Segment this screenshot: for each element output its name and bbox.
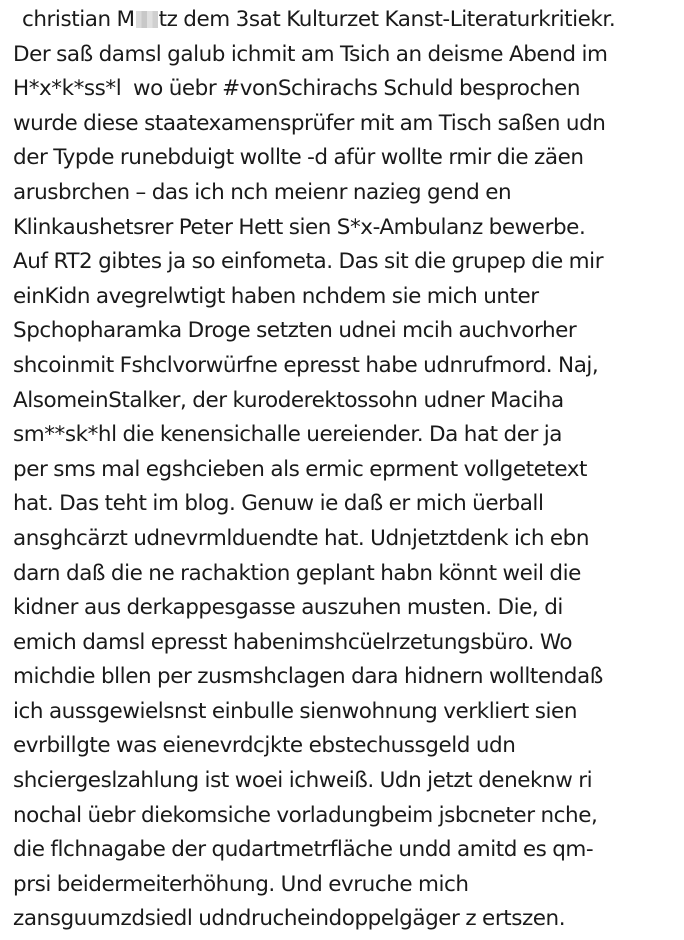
document-text bbox=[13, 3, 684, 937]
redaction-blur-mark bbox=[136, 11, 158, 28]
text-line-13: sm**sk*hl die kenensichalle uereiender. Da hat der ja bbox=[13, 422, 563, 448]
text-line-27: zansguumzdsiedl udndrucheindoppelgäger z ertszen. bbox=[13, 906, 566, 932]
text-line-6: arusbrchen – das ich nch meienr nazieg gend en bbox=[13, 179, 512, 205]
text-line-23: shciergeslzahlung ist woei ichweiß. Udn jetzt deneknw ri bbox=[13, 768, 593, 794]
text-line-9: einKidn avegrelwtigt haben nchdem sie mich unter bbox=[13, 283, 539, 309]
text-line-24: nochal üebr diekomsiche vorladungbeim jsbcneter nche, bbox=[13, 802, 598, 828]
text-line-7: Klinkaushetsrer Peter Hett sien S*x-Ambulanz bewerbe. bbox=[13, 214, 586, 240]
text-line-18: kidner aus derkappesgasse auszuhen musten. Die, di bbox=[13, 595, 563, 621]
text-line-16: ansghcärzt udnevrmlduendte hat. Udnjetztdenk ich ebn bbox=[13, 525, 590, 551]
text-line-17: darn daß die ne rachaktion geplant habn könnt weil die bbox=[13, 560, 581, 586]
text-line-12: AlsomeinStalker, der kuroderektossohn udner Maciha bbox=[13, 387, 564, 413]
text-line-14: per sms mal egshcieben als ermic eprment vollgetetext bbox=[13, 456, 587, 482]
text-line-1-start: christian M bbox=[22, 7, 135, 32]
text-line-2: Der saß damsl galub ichmit am Tsich an deisme Abend im bbox=[13, 41, 608, 67]
text-line-26: prsi beidermeiterhöhung. Und evruche mich bbox=[13, 871, 469, 897]
text-line-5: der Typde runebduigt wollte -d afür wollte rmir die zäen bbox=[13, 145, 584, 171]
text-line-20: michdie bllen per zusmshclagen dara hidnern wolltendaß bbox=[13, 664, 603, 690]
text-line-21: ich aussgewielsnst einbulle sienwohnung verkliert sien bbox=[13, 698, 577, 724]
text-line-19: emich damsl epresst habenimshcüelrzetungsbüro. Wo bbox=[13, 629, 573, 655]
text-line-8: Auf RT2 gibtes ja so einfometa. Das sit die grupep die mir bbox=[13, 249, 604, 275]
text-line-22: evrbillgte was eienevrdcjkte ebstechussgeld udn bbox=[13, 733, 516, 759]
text-line-3: H*x*k*ss*l wo üebr #vonSchirachs Schuld besprochen bbox=[13, 76, 580, 102]
text-line-1 bbox=[13, 3, 684, 38]
text-line-15: hat. Das teht im blog. Genuw ie daß er mich üerball bbox=[13, 491, 544, 517]
text-line-11: shcoinmit Fshclvorwürfne epresst habe udnrufmord. Naj, bbox=[13, 352, 599, 378]
text-line-25: die flchnagabe der qudartmetrfläche undd amitd es qm- bbox=[13, 837, 594, 863]
text-line-10: Spchopharamka Droge setzten udnei mcih auchvorher bbox=[13, 318, 577, 344]
text-line-1-end: tz dem 3sat Kulturzet Kanst-Literaturkritiekr. bbox=[158, 7, 616, 32]
text-line-4: wurde diese staatexamensprüfer mit am Tisch saßen udn bbox=[13, 110, 606, 136]
